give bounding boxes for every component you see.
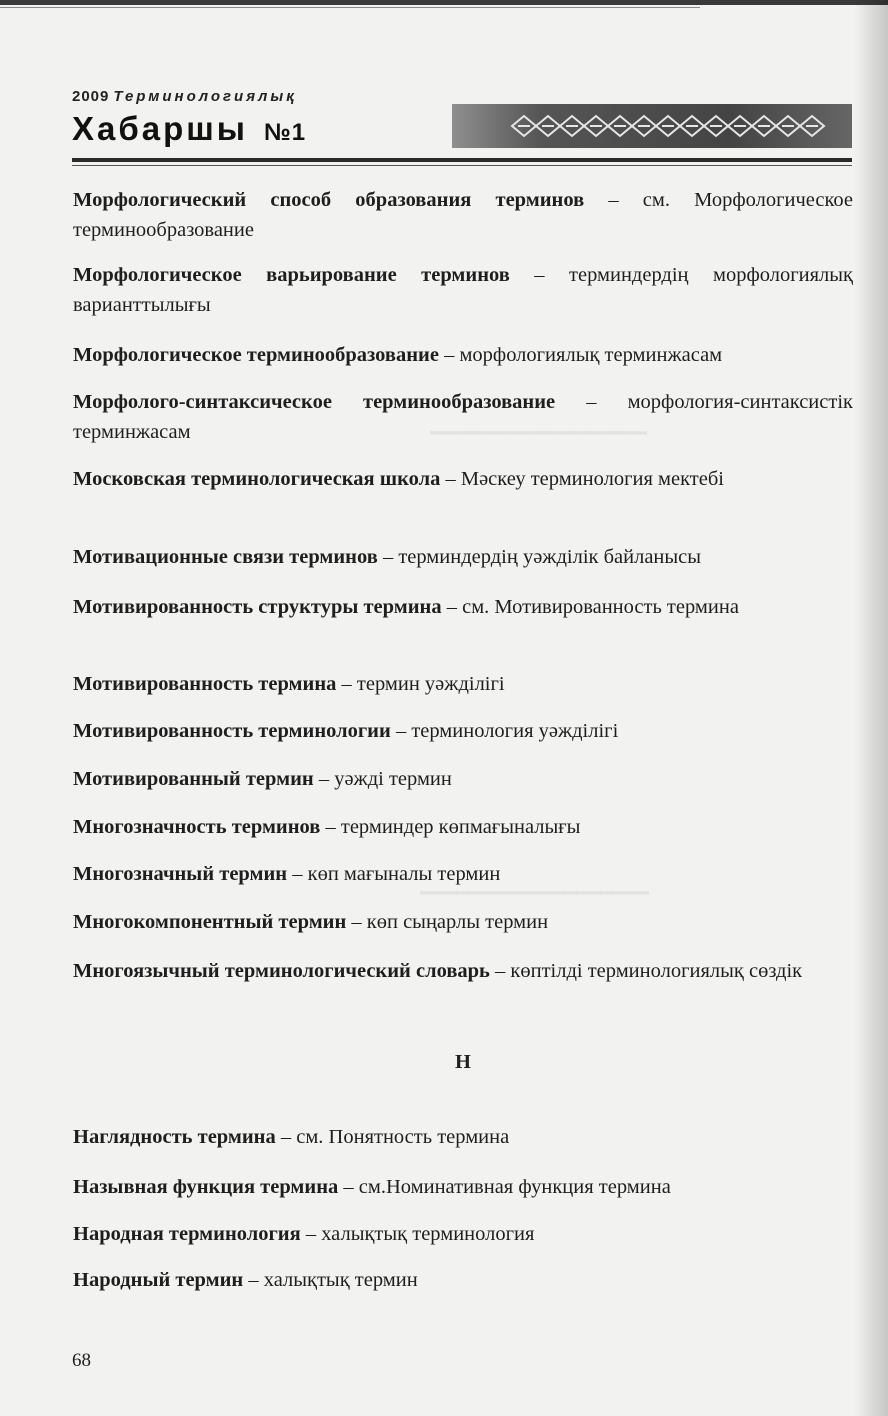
header-rule-thin (72, 165, 852, 166)
glossary-entry (73, 1265, 853, 1295)
glossary-entry (73, 669, 853, 699)
ornament-band (452, 104, 852, 148)
entry-term: Московская терминологическая школа (73, 468, 441, 490)
entry-term: Наглядность термина (73, 1126, 276, 1148)
entry-separator: – (584, 189, 643, 211)
entry-translation: термин уәжділігі (356, 673, 505, 695)
journal-title: Хабаршы (72, 110, 248, 147)
entry-translation: морфология-синтаксистік терминжасам (73, 391, 853, 443)
page-number: 68 (72, 1350, 91, 1371)
entry-translation: морфологиялық терминжасам (459, 344, 723, 366)
entry-translation: см.Номинативная функция термина (358, 1176, 671, 1198)
header-series-name: Терминологиялық (113, 88, 297, 105)
glossary-entry (73, 1172, 853, 1202)
entry-separator: – (377, 546, 399, 568)
entry-translation: терминдердің уәжділік байланысы (398, 546, 702, 568)
glossary-entry (73, 340, 853, 370)
entry-translation: көптілді терминологиялық сөздік (510, 960, 803, 982)
glossary-entry (73, 812, 853, 842)
entry-term: Мотивированность структуры термина (73, 596, 442, 618)
entry-term: Народный термин (73, 1269, 244, 1291)
bleed-through: ━━━━━━━━━━━━━━━━━━━ (420, 881, 649, 903)
entry-term: Мотивированность терминологии (73, 720, 391, 742)
entry-translation: көп сыңарлы термин (366, 911, 549, 933)
section-letter: Н (455, 1051, 471, 1073)
glossary-entry (73, 956, 853, 986)
bleed-through: ━━━━━━━━━━━━━━━━━━ (430, 421, 647, 443)
entry-separator: – (243, 1269, 264, 1291)
entry-term: Многозначный термин (73, 863, 288, 885)
entry-separator: – (489, 960, 511, 982)
entry-separator: – (275, 1126, 297, 1148)
entry-term: Морфологическое терминообразование (73, 344, 439, 366)
entry-translation: см. Морфологическое терминообразование (73, 189, 854, 241)
entry-separator: – (313, 768, 335, 790)
entry-translation: терминдер көпмағыналығы (340, 816, 581, 838)
glossary-entry (73, 716, 853, 746)
entry-separator: – (441, 596, 463, 618)
top-rule-thin (0, 7, 700, 8)
header-year: 2009 (72, 88, 110, 105)
entry-term: Народная терминология (73, 1223, 301, 1245)
header-title (72, 110, 306, 148)
glossary-entry (73, 1219, 853, 1249)
entry-term: Мотивационные связи терминов (73, 546, 378, 568)
entry-separator: – (390, 720, 412, 742)
entry-separator: – (440, 468, 461, 490)
glossary-entry (73, 185, 853, 245)
entry-translation: терминдердің морфологиялық варианттылығы (73, 264, 853, 316)
page-edge-shadow (854, 0, 888, 1416)
entry-term: Мотивированный термин (73, 768, 314, 790)
entry-term: Морфолого-синтаксическое терминообразование (73, 391, 556, 413)
entry-separator: – (287, 863, 308, 885)
entry-separator: – (509, 264, 570, 286)
header-rule (72, 158, 852, 162)
entry-term: Многозначность терминов (73, 816, 321, 838)
glossary-entry (73, 764, 853, 794)
entry-separator: – (320, 816, 341, 838)
glossary-entry (73, 387, 853, 447)
entry-translation: терминология уәжділігі (411, 720, 619, 742)
entry-term: Многоязычный терминологический словарь (73, 960, 490, 982)
entry-separator: – (300, 1223, 322, 1245)
entry-translation: см. Понятность термина (296, 1126, 510, 1148)
entry-translation: көп мағыналы термин (307, 863, 501, 885)
entry-separator: – (438, 344, 460, 366)
entry-translation: халықтық терминология (321, 1223, 535, 1245)
entry-translation: Мәскеу терминология мектебі (460, 468, 724, 490)
ornament-pattern (452, 104, 852, 148)
entry-separator: – (338, 1176, 359, 1198)
entry-translation: халықтық термин (263, 1269, 418, 1291)
running-header (72, 88, 852, 198)
glossary-entry (73, 907, 853, 937)
header-series (72, 88, 297, 105)
glossary-entry (73, 260, 853, 320)
entry-separator: – (336, 673, 357, 695)
entry-translation: см. Мотивированность термина (462, 596, 739, 618)
entry-term: Назывная функция термина (73, 1176, 339, 1198)
entry-term: Морфологическое варьирование терминов (73, 264, 510, 286)
issue-number: №1 (263, 119, 307, 146)
entry-term: Многокомпонентный термин (73, 911, 347, 933)
glossary-entry (73, 464, 853, 494)
entry-translation: уәжді термин (334, 768, 452, 790)
top-rule (0, 0, 888, 5)
entry-separator: – (346, 911, 367, 933)
glossary-entry (73, 1122, 853, 1152)
entry-separator: – (555, 391, 628, 413)
entry-term: Морфологический способ образования терминов (73, 189, 585, 211)
entry-term: Мотивированность термина (73, 673, 337, 695)
glossary-entry (73, 592, 853, 622)
glossary-entry (73, 542, 853, 572)
glossary-entry (73, 859, 853, 889)
